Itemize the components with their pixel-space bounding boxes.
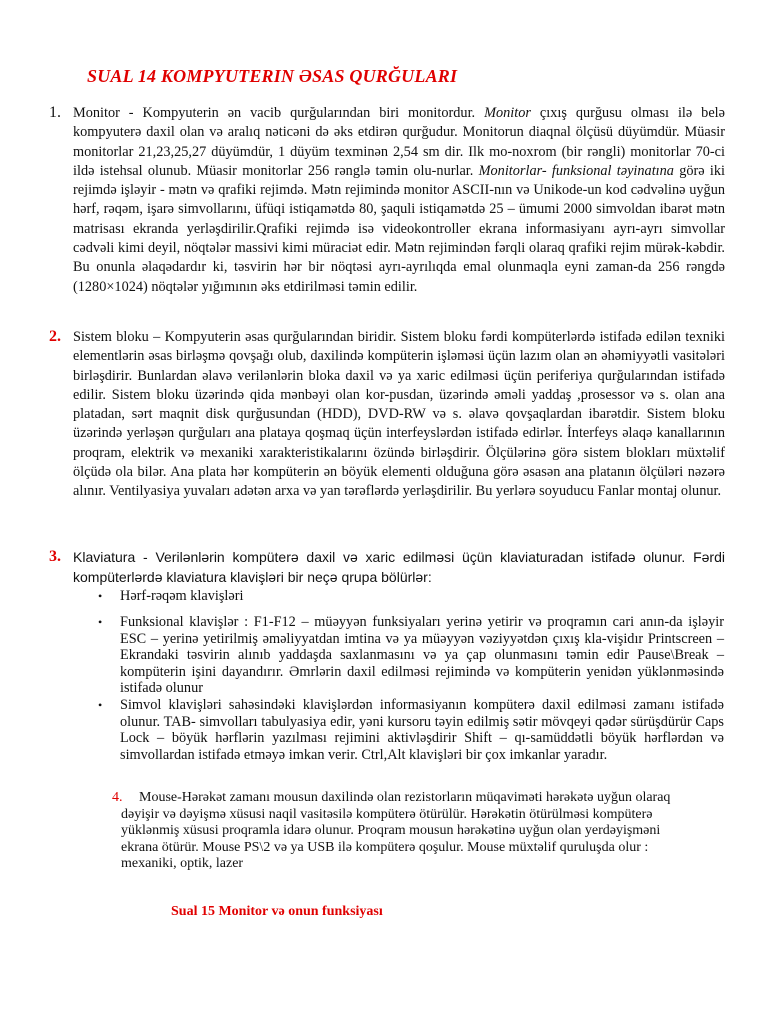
list-item-text <box>73 104 725 297</box>
list-item-keyboard <box>49 548 725 587</box>
bullet-item <box>92 697 724 763</box>
list-number: 4. <box>112 790 123 805</box>
list-item-monitor <box>49 104 725 297</box>
bullet-text: Simvol klavişləri sahəsindəki klavişlərdən informasiyanın kompüterə daxil edilməsi zamanı istifadə olunur. TAB- simvolları tabulyasiya edir, yəni kursoru təyin edilmiş sətir mövqeyi qədər sürüşdürür Caps Lock – böyük hərflərin yazılması rejimini aktivləşdirir Shift – qı-samüddətli böyük hərflərdən və simvollardan istifadə etməyə imkan verir. Ctrl,Alt klavişləri bir çox imkanlar yaradır. <box>120 697 724 763</box>
text-run: Klaviatura - Verilənlərin kompüterə daxil və xaric edilməsi üçün klaviaturadan istifadə olunur. Fərdi kompüterlərdə klaviatura klavişləri bir neçə qrupa bölürlər: <box>73 549 725 585</box>
bullet-text: Funksional klavişlər : F1-F12 – müəyyən funksiyaları yerinə yetirir və proqramın cari anın-da işləyir ESC – yerinə yetirilmiş əməliyyatdan imtina və ya müəyyən vəziyyətdən çıxış kla-vişidır Printscreen – Ekrandaki təsvirin alınıb yaddaşda saxlanmasını və ya çap olunmasını təmin edir Pause\Break – kompüterin işini dayandırır. Əmrlərin daxil edilməsi rejimində və kompüterin yenidən yüklənməsində istifadə olunur <box>120 614 724 697</box>
bullet-item <box>92 614 724 696</box>
section-subtitle: Sual 15 Monitor və onun funksiyası <box>171 904 383 919</box>
text-run: Sistem bloku – Kompyuterin əsas qurğularından biridir. Sistem bloku fərdi kompüterlərdə istifadə edilən texniki elementlərin əsas birləşmə qovşağı olub, daxilində kompüterin işləməsi üçün lazım olan ən əhəmiyyətli vasitələri birləşdirir. Bunlardan əlavə verilənlərin bloka daxil və ya xaric edilməsi üçün periferiya qurğularından istifadə edilir. Sistem bloku üzərində qida mənbəyi olan kor-pusdan, üzərində əməli yaddaş ,prosessor və s. olan ana platadan, sərt maqnit disk qurğusundan (HDD), DVD-RW və s. əlavə qovşaqlardan ibarətdir. Sistem bloku üzərində yerləşən qurğuları ana plataya qoşmaq üçün interfeyslərdən istifadə edirlər. İnterfeys əlaqə kanallarının proqram, elektrik və mexaniki xarakteristikalarını özündə birləşdirir. Ölçülərinə görə sistem blokları müxtəlif ölçüdə ola bilər. Ana plata hər kompüterin ən böyük elementi olduğuna görə əsasən ana platanın ölçüləri nəzərə alınır. Ventilyasiya yuvaları adətən arxa və yan tərəflərdə yerləşdirilir. Bu yerlərə soyuducu Fanlar montaj olunur. <box>73 329 725 500</box>
list-item-system-unit <box>49 328 725 502</box>
list-item-mouse <box>107 790 687 873</box>
bullet-text: Hərf-rəqəm klavişləri <box>120 588 244 604</box>
text-run: çıxış qurğusu olması ilə belə kompyuterə daxil olan və aralıq nəticəni də əks etdirən qurğudur. Monitorun diaqnal ölçüsü düyümdür. Müasir monitorlar 21,23,25,27 düyümdür, 1 düyüm texminən 2,54 sm dir. Ilk mo-noxrom (bir rəngli) monitorlar 70-ci ildə istehsal olunub. Müasir monitorlar 256 rənglə təmin olu-nurlar. <box>73 105 725 179</box>
bullet-icon: • <box>98 615 103 630</box>
bullet-list <box>92 588 724 763</box>
bullet-item <box>92 588 724 604</box>
text-run-italic: Monitor <box>484 105 531 121</box>
text-run: Monitor - Kompyuterin ən vacib qurğularından biri monitordur. <box>73 105 485 121</box>
list-item-text: Mouse-Hərəkət zamanı mousun daxilində olan rezistorların müqaviməti hərəkətə uyğun olaraq dəyişir və dəyişmə xüsusi naqil vasitəsilə kompüterə ötürülür. Hərəkətin ötürülməsi kompüterə yüklənmiş xüsusi proqramla idarə olunur. Proqram mousun hərəkətinə uyğun olan yerdəyişməni ekrana ötürür. Mouse PS\2 və ya USB ilə kompüterə qoşulur. Mouse müxtəlif quruluşda olur : mexaniki, optik, lazer <box>121 790 671 871</box>
bullet-icon: • <box>98 589 103 603</box>
list-number: 3. <box>49 548 61 565</box>
text-run-italic: Monitorlar- funksional təyinatına <box>478 162 674 179</box>
list-number: 2. <box>49 328 61 345</box>
list-item-text <box>73 548 725 587</box>
list-number: 1. <box>49 104 61 121</box>
text-run: görə iki rejimdə işləyir - mətn və qrafiki rejimdə. Mətn rejimində monitor ASCII-nın və Unikode-un kod cədvəlinə uyğun hərf, rəqəm, işarə simvollarını, üfüqi istiqamətdə 80, şaquli istiqamətdə 25 – ümumi 2000 simvoldan ibarət mətn matrisası ekranda yerləşdirilir.Qrafiki rejimdə isə videokontroller ekrana informasiyanı ayrı-ayrı simvollar cədvəli kimi deyil, nöqtələr massivi kimi müraciət edir. Mətn rejimindən fərqli olaraq qrafiki rejim mürək-kəbdir. Bu onunla əlaqədardır ki, təsvirin hər bir nöqtəsi ayrı-ayrılıqda emal olunmaqla eyni zaman-da 256 rəngdə (1280×1024) nöqtələr yığımının əks etdirilməsi təmin edilir. <box>73 162 725 295</box>
list-item-text <box>73 328 725 502</box>
page-title: SUAL 14 KOMPYUTERIN ƏSAS QURĞULARI <box>87 66 458 86</box>
bullet-icon: • <box>98 698 103 713</box>
